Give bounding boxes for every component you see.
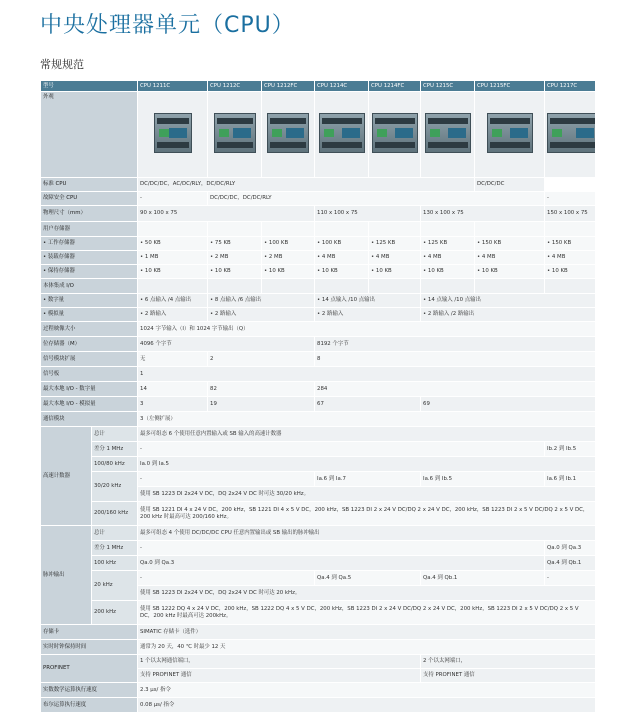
hsc-30khz-note: 使用 SB 1223 DI 2x24 V DC，DQ 2x24 V DC 时可达 30/20 kHz。 xyxy=(138,487,596,502)
pulse-200khz-note: 使用 SB 1222 DQ 4 x 24 V DC，200 kHz，SB 1222 DQ 4 x 5 V DC，200 kHz，SB 1223 DI 2 x 24 V DC/DQ 2 x 24 V DC，200 kHz，SB 1223 DI 2 x 5 V DC/DQ 2 x 5 V DC，200 kHz 时最高可达 200kHz。 xyxy=(138,601,596,625)
spec-table xyxy=(40,80,596,713)
header-model: 型号 xyxy=(41,81,138,92)
memory-card-label: 存储卡 xyxy=(41,625,138,640)
analog-io-label: • 模拟量 xyxy=(41,308,138,322)
retain-memory-label: • 保持存储器 xyxy=(41,265,138,279)
table-row xyxy=(41,337,596,352)
analog-io-value-b: • 2 路输入 xyxy=(208,308,315,322)
digital-io-value-d: • 14 点输入 /10 点输出 xyxy=(421,294,596,308)
hsc-200khz-note: 使用 SB 1221 DI 4 x 24 V DC，200 kHz，SB 1221 DI 4 x 5 V DC，200 kHz，SB 1223 DI 2 x 24 V DC/DQ 2 x 24 V DC，200 kHz，SB 1223 DI 2 x 5 V DC/DQ 2 x 5 V DC，200 kHz 时最高可达 200/160 kHz。 xyxy=(138,502,596,526)
work-memory-value: • 150 KB xyxy=(545,237,596,251)
cpu-1212fc-image xyxy=(262,92,315,178)
hsc-200khz-label: 200/160 kHz xyxy=(92,502,138,526)
hsc-1mhz-value-b: Ib.2 到 Ib.5 xyxy=(545,442,596,457)
page-title: 中央处理器单元（CPU） xyxy=(40,13,295,38)
comm-module-label: 通信模块 xyxy=(41,412,138,427)
cpu-1215c-image xyxy=(421,92,475,178)
table-row xyxy=(41,279,596,294)
pulse-1mhz-value-a: - xyxy=(138,541,545,556)
table-row xyxy=(41,412,596,427)
pulse-20khz-note: 使用 SB 1223 DI 2x24 V DC，DQ 2x24 V DC 时可达 20 kHz。 xyxy=(138,586,596,601)
header-cpu-1212fc: CPU 1212FC xyxy=(262,81,315,92)
table-row xyxy=(41,265,596,279)
pulse-20khz-label: 20 kHz xyxy=(92,571,138,601)
header-cpu-1214c: CPU 1214C xyxy=(315,81,369,92)
hsc-100khz-label: 100/80 kHz xyxy=(92,457,138,472)
table-row xyxy=(41,222,596,237)
hsc-30khz-value-a: - xyxy=(138,472,315,487)
table-row xyxy=(41,698,596,713)
table-row xyxy=(41,571,596,586)
table-row xyxy=(41,352,596,367)
table-row xyxy=(41,92,596,178)
load-memory-value: • 4 MB xyxy=(315,251,369,265)
max-ai-value-c: 67 xyxy=(315,397,421,412)
table-row xyxy=(41,178,596,192)
memory-label: 用户存储器 xyxy=(41,222,138,237)
table-row xyxy=(41,457,596,472)
table-row xyxy=(41,382,596,397)
std-cpu-label: 标准 CPU xyxy=(41,178,138,192)
analog-io-value-a: • 2 路输入 xyxy=(138,308,208,322)
dims-value-b: 110 x 100 x 75 xyxy=(315,206,421,222)
table-row xyxy=(41,541,596,556)
load-memory-label: • 装载存储器 xyxy=(41,251,138,265)
retain-memory-value: • 10 KB xyxy=(138,265,208,279)
header-cpu-1214fc: CPU 1214FC xyxy=(369,81,421,92)
pulse-20khz-value-b: Qa.4 到 Qa.5 xyxy=(315,571,421,586)
max-ai-value-d: 69 xyxy=(421,397,596,412)
process-image-value: 1024 字节输入（I）和 1024 字节输出（Q） xyxy=(138,322,596,337)
digital-io-value-b: • 8 点输入 /6 点输出 xyxy=(208,294,315,308)
table-row xyxy=(41,397,596,412)
hsc-total-label: 总计 xyxy=(92,427,138,442)
digital-io-value-c: • 14 点输入 /10 点输出 xyxy=(315,294,421,308)
table-row xyxy=(41,601,596,625)
std-cpu-value: DC/DC/DC，AC/DC/RLY，DC/DC/RLY xyxy=(138,178,475,192)
hsc-30khz-value-d: Ia.6 到 Ib.1 xyxy=(545,472,596,487)
max-ai-label: 最大本地 I/O - 模拟量 xyxy=(41,397,138,412)
work-memory-value: • 125 KB xyxy=(421,237,475,251)
work-memory-value: • 75 KB xyxy=(208,237,262,251)
hsc-100khz-value: Ia.0 到 Ia.5 xyxy=(138,457,596,472)
memory-card-value: SIMATIC 存储卡（选件） xyxy=(138,625,596,640)
dims-value-a: 90 x 100 x 75 xyxy=(138,206,315,222)
max-di-value-a: 14 xyxy=(138,382,208,397)
table-row xyxy=(41,294,596,308)
bool-speed-label: 布尔运算执行速度 xyxy=(41,698,138,713)
fs-cpu-label: 故障安全 CPU xyxy=(41,192,138,206)
work-memory-value: • 125 KB xyxy=(369,237,421,251)
pulse-total-label: 总计 xyxy=(92,526,138,541)
pulse-100khz-label: 100 kHz xyxy=(92,556,138,571)
pulse-20khz-value-c: Qa.4 到 Qb.1 xyxy=(421,571,545,586)
bool-speed-value: 0.08 μs/ 指令 xyxy=(138,698,596,713)
cpu-1214fc-image xyxy=(369,92,421,178)
table-row xyxy=(41,442,596,457)
hsc-30khz-label: 30/20 kHz xyxy=(92,472,138,502)
fs-cpu-value: DC/DC/DC，DC/DC/RLY xyxy=(208,192,545,206)
max-di-value-b: 82 xyxy=(208,382,315,397)
cpu-1217c-image xyxy=(545,92,596,178)
signal-board-label: 信号板 xyxy=(41,367,138,382)
comm-module-value: 3（左侧扩展） xyxy=(138,412,596,427)
std-cpu-1217c-value: DC/DC/DC xyxy=(475,178,545,192)
header-cpu-1212c: CPU 1212C xyxy=(208,81,262,92)
section-subtitle: 常规规范 xyxy=(40,58,84,71)
table-row xyxy=(41,556,596,571)
cpu-1214c-image xyxy=(315,92,369,178)
table-row xyxy=(41,192,596,206)
table-row xyxy=(41,655,596,669)
max-di-label: 最大本地 I/O - 数字量 xyxy=(41,382,138,397)
dims-value-c: 130 x 100 x 75 xyxy=(421,206,545,222)
fs-cpu-1211c-value: - xyxy=(138,192,208,206)
max-di-value-c: 284 xyxy=(315,382,596,397)
dims-value-d: 150 x 100 x 75 xyxy=(545,206,596,222)
max-ai-value-b: 19 xyxy=(208,397,315,412)
hsc-total-value: 最多可组态 6 个使用任意内置输入或 SB 输入的高速计数器 xyxy=(138,427,596,442)
load-memory-value: • 2 MB xyxy=(208,251,262,265)
profinet-value-b2: 支持 PROFINET 通信 xyxy=(421,669,596,683)
sm-expansion-value-b: 2 xyxy=(208,352,315,367)
table-row xyxy=(41,237,596,251)
table-row xyxy=(41,308,596,322)
table-row xyxy=(41,367,596,382)
retain-memory-value: • 10 KB xyxy=(208,265,262,279)
fs-cpu-1217c-value: - xyxy=(545,192,596,206)
cpu-1215fc-image xyxy=(475,92,545,178)
profinet-value-a2: 支持 PROFINET 通信 xyxy=(138,669,421,683)
table-row xyxy=(41,322,596,337)
onboard-io-label: 本体集成 I/O xyxy=(41,279,138,294)
work-memory-value: • 50 KB xyxy=(138,237,208,251)
appearance-label: 外观 xyxy=(41,92,138,178)
profinet-label: PROFINET xyxy=(41,655,138,683)
pulse-20khz-value-a: - xyxy=(138,571,315,586)
real-math-value: 2.3 μs/ 指令 xyxy=(138,683,596,698)
cpu-1212c-image xyxy=(208,92,262,178)
table-row xyxy=(41,625,596,640)
rtc-value: 通常为 20 天，40 ℃ 时最少 12 天 xyxy=(138,640,596,655)
digital-io-label: • 数字量 xyxy=(41,294,138,308)
pulse-1mhz-label: 差分 1 MHz xyxy=(92,541,138,556)
analog-io-value-c: • 2 路输入 xyxy=(315,308,421,322)
table-row xyxy=(41,427,596,442)
pulse-100khz-value-b: Qa.4 到 Qb.1 xyxy=(545,556,596,571)
sm-expansion-value-a: 无 xyxy=(138,352,208,367)
bit-memory-value-b: 8192 个字节 xyxy=(315,337,596,352)
sm-expansion-label: 信号模块扩展 xyxy=(41,352,138,367)
retain-memory-value: • 10 KB xyxy=(315,265,369,279)
signal-board-value: 1 xyxy=(138,367,596,382)
pulse-200khz-label: 200 kHz xyxy=(92,601,138,625)
profinet-value-a1: 1 个以太网通信端口， xyxy=(138,655,421,669)
work-memory-value: • 100 KB xyxy=(262,237,315,251)
pulse-20khz-value-d: - xyxy=(545,571,596,586)
table-row xyxy=(41,640,596,655)
load-memory-value: • 4 MB xyxy=(421,251,475,265)
analog-io-value-d: • 2 路输入 /2 路输出 xyxy=(421,308,596,322)
load-memory-value: • 4 MB xyxy=(545,251,596,265)
table-header-row xyxy=(41,81,596,92)
hsc-1mhz-label: 差分 1 MHz xyxy=(92,442,138,457)
bit-memory-value-a: 4096 个字节 xyxy=(138,337,315,352)
pulse-output-label: 脉冲输出 xyxy=(41,526,92,625)
retain-memory-value: • 10 KB xyxy=(475,265,545,279)
hsc-30khz-value-c: Ia.6 到 Ib.5 xyxy=(421,472,545,487)
header-cpu-1217c: CPU 1217C xyxy=(545,81,596,92)
hsc-30khz-value-b: Ia.6 到 Ia.7 xyxy=(315,472,421,487)
pulse-total-value: 最多可组态 4 个使用 DC/DC/DC CPU 任意内置输出或 SB 输出的脉冲输出 xyxy=(138,526,596,541)
header-cpu-1211c: CPU 1211C xyxy=(138,81,208,92)
profinet-value-b1: 2 个以太网端口， xyxy=(421,655,596,669)
load-memory-value: • 4 MB xyxy=(369,251,421,265)
pulse-1mhz-value-b: Qa.0 到 Qa.3 xyxy=(545,541,596,556)
rtc-label: 实时时钟保持时间 xyxy=(41,640,138,655)
table-row xyxy=(41,472,596,487)
sm-expansion-value-c: 8 xyxy=(315,352,596,367)
table-row xyxy=(41,251,596,265)
retain-memory-value: • 10 KB xyxy=(262,265,315,279)
retain-memory-value: • 10 KB xyxy=(369,265,421,279)
table-row xyxy=(41,683,596,698)
header-cpu-1215fc: CPU 1215FC xyxy=(475,81,545,92)
hsc-1mhz-value-a: - xyxy=(138,442,545,457)
work-memory-value: • 100 KB xyxy=(315,237,369,251)
bit-memory-label: 位存储器（M） xyxy=(41,337,138,352)
load-memory-value: • 1 MB xyxy=(138,251,208,265)
digital-io-value-a: • 6 点输入 /4 点输出 xyxy=(138,294,208,308)
table-row xyxy=(41,206,596,222)
hsc-label: 高速计数器 xyxy=(41,427,92,526)
header-cpu-1215c: CPU 1215C xyxy=(421,81,475,92)
load-memory-value: • 2 MB xyxy=(262,251,315,265)
work-memory-value: • 150 KB xyxy=(475,237,545,251)
dims-label: 物理尺寸（mm） xyxy=(41,206,138,222)
work-memory-label: • 工作存储器 xyxy=(41,237,138,251)
load-memory-value: • 4 MB xyxy=(475,251,545,265)
cpu-1211c-image xyxy=(138,92,208,178)
table-row xyxy=(41,526,596,541)
max-ai-value-a: 3 xyxy=(138,397,208,412)
process-image-label: 过程映像大小 xyxy=(41,322,138,337)
retain-memory-value: • 10 KB xyxy=(545,265,596,279)
retain-memory-value: • 10 KB xyxy=(421,265,475,279)
pulse-100khz-value-a: Qa.0 到 Qa.3 xyxy=(138,556,545,571)
real-math-label: 实数数学运算执行速度 xyxy=(41,683,138,698)
table-row xyxy=(41,502,596,526)
